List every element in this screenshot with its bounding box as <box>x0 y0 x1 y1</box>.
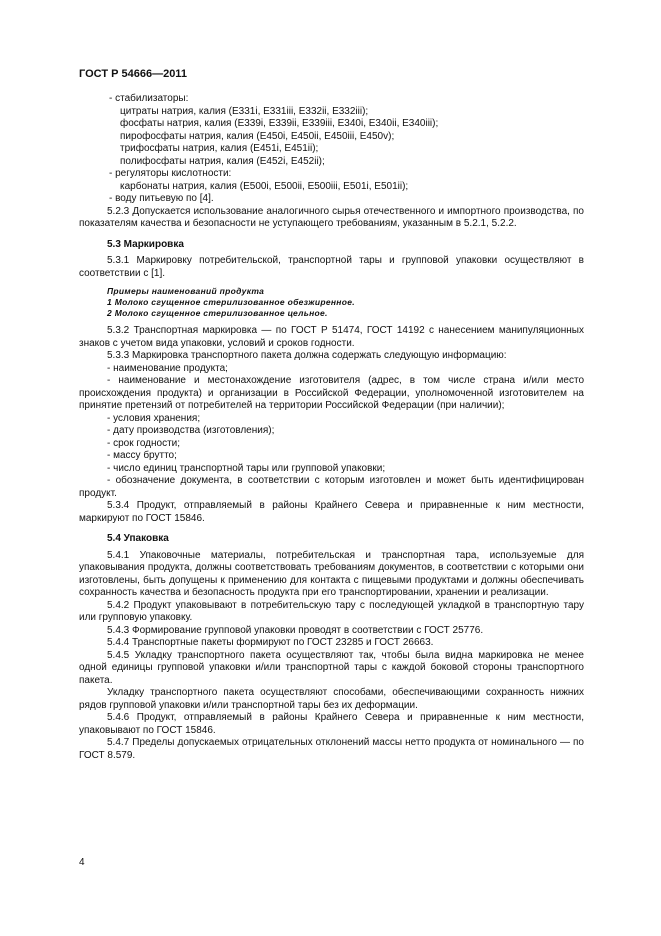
paragraph-5-4-5: 5.4.5 Укладку транспортного пакета осуществляют так, чтобы была видна маркировка не менее одной единицы групповой упаковки и/или транспортной тары с каждой боковой стороны транспортного пакета. <box>79 649 584 686</box>
paragraph-5-4-6: 5.4.6 Продукт, отправляемый в районы Крайнего Севера и приравненные к ним местности, упаковывают по ГОСТ 15846. <box>79 712 584 736</box>
list-item: - наименование и местонахождение изготовителя (адрес, в том числе страна и/или место происхождения продукта) и организации в Российской Федерации, уполномоченной изготовителем на принятие претензий от потребителей на территории Российской Федерации (при наличии); <box>79 375 584 411</box>
list-item: цитраты натрия, калия (E331i, E331iii, E332ii, E332iii); <box>120 105 369 117</box>
paragraph-5-3-3: 5.3.3 Маркировка транспортного пакета должна содержать следующую информацию: <box>107 350 507 361</box>
page-content <box>79 93 584 762</box>
list-item: полифосфаты натрия, калия (E452i, E452ii); <box>120 155 325 167</box>
list-item: карбонаты натрия, калия (E500i, E500ii, E500iii, E501i, E501ii); <box>120 180 409 192</box>
paragraph-5-3-4: 5.3.4 Продукт, отправляемый в районы Крайнего Севера и приравненные к ним местности, маркируют по ГОСТ 15846. <box>79 500 584 524</box>
list-item: - срок годности; <box>107 437 181 449</box>
paragraph-5-4-5-continued: Укладку транспортного пакета осуществляют способами, обеспечивающими сохранность нижних рядов групповой упаковки и/или транспортной тары без их деформации. <box>79 687 584 711</box>
list-item: - число единиц транспортной тары или групповой упаковки; <box>107 462 386 474</box>
section-title-5-4: 5.4 Упаковка <box>107 533 169 544</box>
doc-header: ГОСТ Р 54666—2011 <box>79 68 187 80</box>
paragraph-5-2-3: 5.2.3 Допускается использование аналогичного сырья отечественного и импортного производства, по показателям качества и безопасности не уступающего требованиям, указанным в 5.2.1, 5.2.2. <box>79 205 584 229</box>
water-item: - воду питьевую по [4]. <box>109 193 214 204</box>
page-number: 4 <box>79 857 85 868</box>
example-item: 1 Молоко сгущенное стерилизованное обезжиренное. <box>107 297 355 307</box>
paragraph-5-4-3: 5.4.3 Формирование групповой упаковки проводят в соответствии с ГОСТ 25776. <box>107 624 484 636</box>
paragraph-5-4-2: 5.4.2 Продукт упаковывают в потребительскую тару с последующей укладкой в транспортную тару или групповую упаковку. <box>79 599 584 623</box>
stabilizers-label: - стабилизаторы: <box>109 93 189 104</box>
list-item: пирофосфаты натрия, калия (E450i, E450ii, E450iii, E450v); <box>120 130 395 142</box>
list-item: - условия хранения; <box>107 412 201 424</box>
paragraph-5-3-2: 5.3.2 Транспортная маркировка — по ГОСТ Р 51474, ГОСТ 14192 с нанесением манипуляционных знаков с учетом вида упаковки, условий и сроков годности. <box>79 325 584 349</box>
list-item: - обозначение документа, в соответствии с которым изготовлен и может быть идентифицирован продукт. <box>79 475 584 499</box>
list-item: фосфаты натрия, калия (E339i, E339ii, E339iii, E340i, E340ii, E340iii); <box>120 118 439 129</box>
list-item: - наименование продукта; <box>107 362 228 374</box>
paragraph-5-4-4: 5.4.4 Транспортные пакеты формируют по ГОСТ 23285 и ГОСТ 26663. <box>107 637 434 648</box>
examples-title: Примеры наименований продукта <box>107 286 265 296</box>
paragraph-5-4-7: 5.4.7 Пределы допускаемых отрицательных отклонений массы нетто продукта от номинального — по ГОСТ 8.579. <box>79 737 584 761</box>
list-item: трифосфаты натрия, калия (E451i, E451ii); <box>120 143 319 154</box>
regulators-label: - регуляторы кислотности: <box>109 168 232 179</box>
example-item: 2 Молоко сгущенное стерилизованное цельное. <box>107 308 328 318</box>
section-title-5-3: 5.3 Маркировка <box>107 238 184 250</box>
paragraph-5-3-1: 5.3.1 Маркировку потребительской, транспортной тары и групповой упаковки осуществляют в соответствии с [1]. <box>79 255 584 279</box>
list-item: - массу брутто; <box>107 450 177 461</box>
list-item: - дату производства (изготовления); <box>107 425 275 436</box>
paragraph-5-4-1: 5.4.1 Упаковочные материалы, потребительская и транспортная тара, используемые для упаковывания продукта, должны соответствовать требованиям документов, в соответствии с которыми они изготовлены, быть допущены к применению для контакта с пищевыми продуктами и должны обеспечивать сохранность качества и безопасность продукта при его транспортировании, хранении и реализации. <box>79 549 584 598</box>
